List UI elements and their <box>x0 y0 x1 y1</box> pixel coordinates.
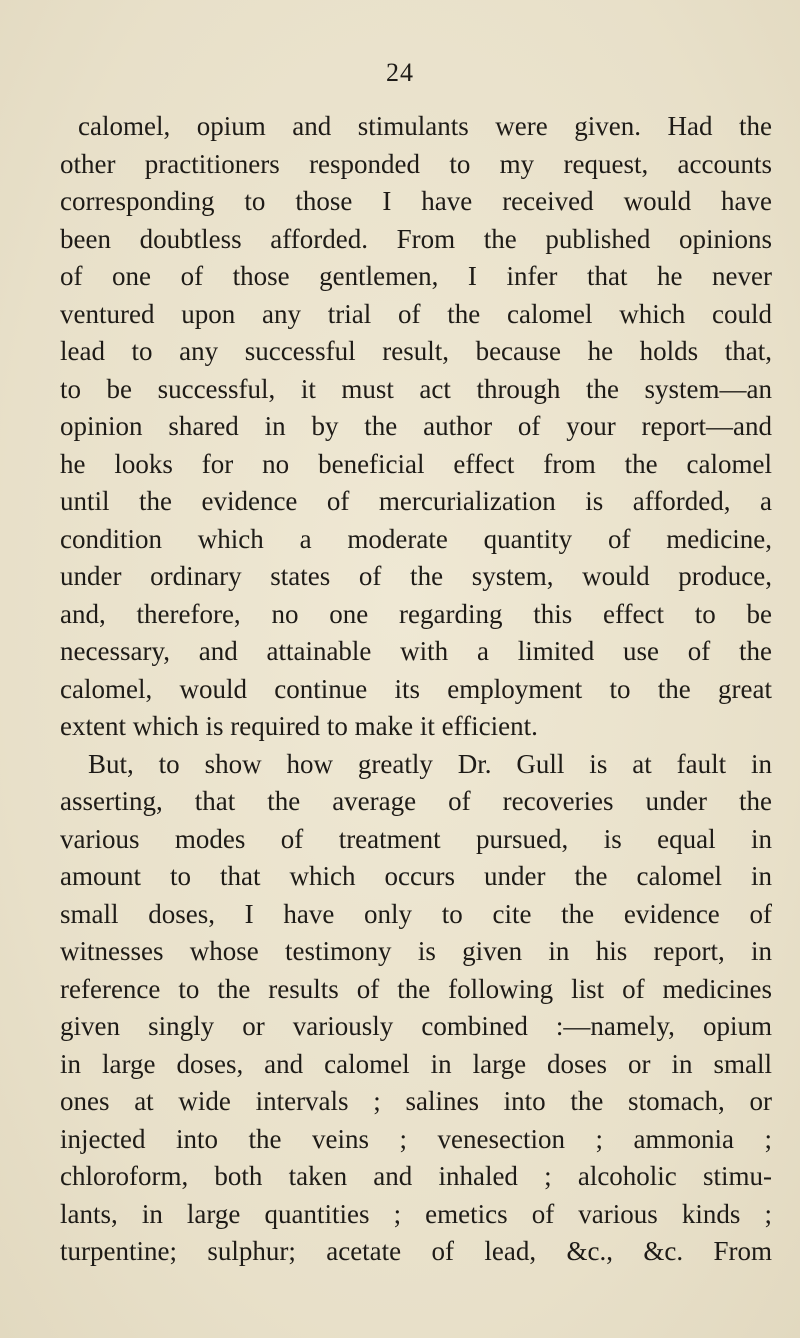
text-line: condition which a moderate quantity of medicine, <box>60 523 772 554</box>
text-line: given singly or variously combined :—namely, opium <box>60 1011 772 1041</box>
text-line: chloroform, both taken and inhaled ; alcoholic stimu- <box>60 1161 772 1191</box>
text-line: various modes of treatment pursued, is equal in <box>60 823 772 854</box>
text-line: witnesses whose testimony is given in his report, in <box>60 936 772 966</box>
text-line: opinion shared in by the author of your report—and <box>60 411 772 441</box>
text-line: he looks for no beneficial effect from the calomel <box>60 448 772 479</box>
text-line: turpentine; sulphur; acetate of lead, &c., &c. From <box>60 1236 772 1266</box>
text-line: amount to that which occurs under the calomel in <box>60 861 772 891</box>
text-line: asserting, that the average of recoveries under the <box>60 786 772 816</box>
text-line: calomel, would continue its employment to the great <box>60 673 772 704</box>
text-line: to be successful, it must act through the system—an <box>60 373 772 404</box>
text-line: until the evidence of mercurialization is afforded, a <box>60 486 772 516</box>
text-line: calomel, opium and stimulants were given. Had the <box>78 111 772 141</box>
text-line: But, to show how greatly Dr. Gull is at fault in <box>88 748 772 779</box>
text-line: ones at wide intervals ; salines into the stomach, or <box>60 1086 772 1116</box>
text-line: extent which is required to make it efficient. <box>60 711 538 741</box>
text-line: ventured upon any trial of the calomel which could <box>60 298 772 329</box>
text-line: in large doses, and calomel in large doses or in small <box>60 1048 772 1079</box>
text-line: necessary, and attainable with a limited use of the <box>60 636 772 666</box>
page-number: 24 <box>386 58 414 87</box>
text-line: lead to any successful result, because he holds that, <box>60 336 772 366</box>
text-line: been doubtless afforded. From the published opinions <box>60 223 772 254</box>
text-line: under ordinary states of the system, would produce, <box>60 561 772 591</box>
text-line: corresponding to those I have received would have <box>60 186 772 216</box>
text-line: reference to the results of the following list of medicines <box>60 973 772 1004</box>
text-line: small doses, I have only to cite the evidence of <box>60 898 772 929</box>
body-text <box>60 108 772 1271</box>
text-line: lants, in large quantities ; emetics of various kinds ; <box>60 1198 772 1229</box>
text-line: other practitioners responded to my request, accounts <box>60 148 772 179</box>
text-line: injected into the veins ; venesection ; ammonia ; <box>60 1123 772 1154</box>
text-line: of one of those gentlemen, I infer that he never <box>60 261 772 291</box>
text-line: and, therefore, no one regarding this effect to be <box>60 598 772 629</box>
